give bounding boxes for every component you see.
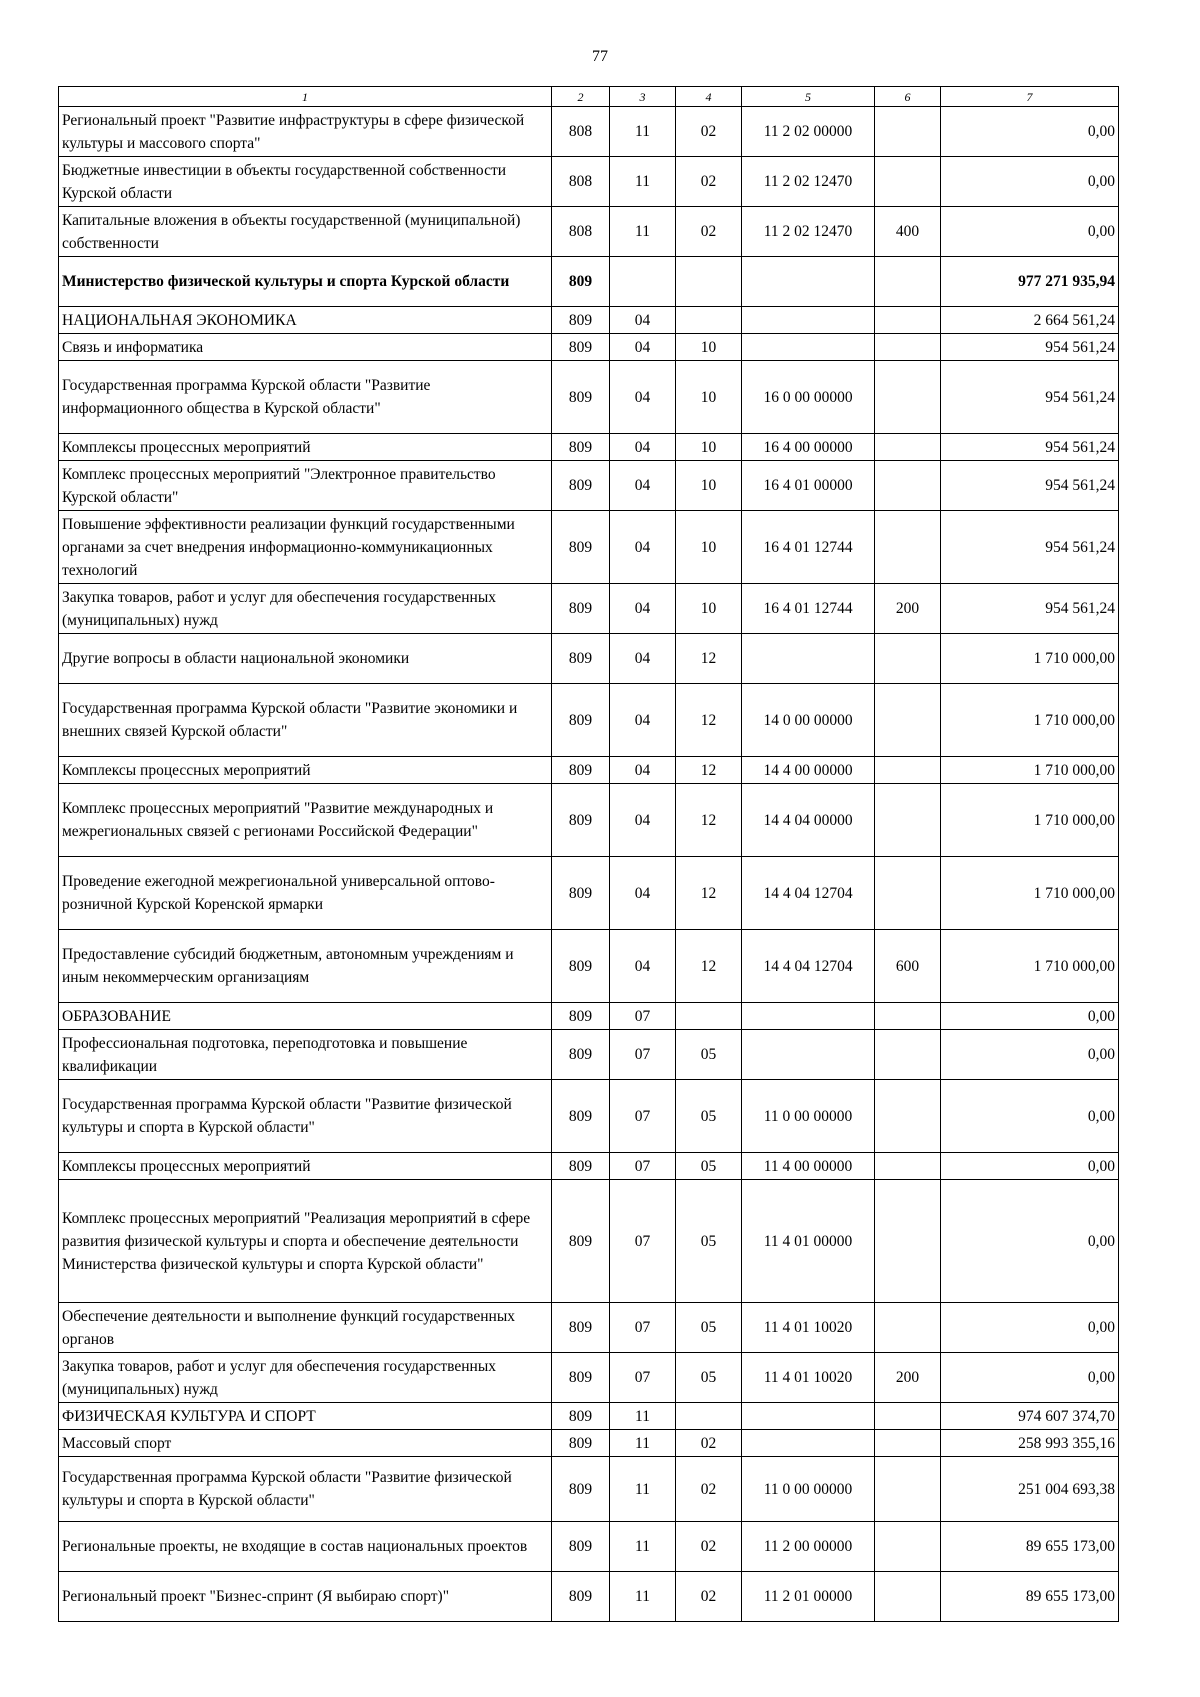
cell-rz: 04 xyxy=(610,434,676,461)
table-row xyxy=(59,207,1119,257)
cell-grbs: 809 xyxy=(552,634,610,684)
table-row xyxy=(59,757,1119,784)
cell-sum: 0,00 xyxy=(941,1303,1119,1353)
cell-rz: 11 xyxy=(610,157,676,207)
cell-rz: 04 xyxy=(610,584,676,634)
cell-rz: 04 xyxy=(610,511,676,584)
cell-rz: 07 xyxy=(610,1180,676,1303)
cell-vr xyxy=(875,334,941,361)
cell-sum: 974 607 374,70 xyxy=(941,1403,1119,1430)
cell-name: Другие вопросы в области национальной экономики xyxy=(59,634,552,684)
cell-rz: 07 xyxy=(610,1153,676,1180)
cell-csr: 16 4 01 00000 xyxy=(742,461,875,511)
cell-name: Государственная программа Курской области "Развитие физической культуры и спорта в Курской области" xyxy=(59,1080,552,1153)
cell-vr xyxy=(875,1030,941,1080)
cell-grbs: 809 xyxy=(552,784,610,857)
cell-sum: 0,00 xyxy=(941,1353,1119,1403)
cell-grbs: 809 xyxy=(552,334,610,361)
cell-csr xyxy=(742,1003,875,1030)
cell-grbs: 808 xyxy=(552,157,610,207)
cell-sum: 954 561,24 xyxy=(941,511,1119,584)
cell-pr: 02 xyxy=(676,207,742,257)
cell-vr xyxy=(875,257,941,307)
cell-vr: 400 xyxy=(875,207,941,257)
cell-pr: 12 xyxy=(676,684,742,757)
cell-pr xyxy=(676,1003,742,1030)
cell-name: Связь и информатика xyxy=(59,334,552,361)
cell-csr: 14 0 00 00000 xyxy=(742,684,875,757)
cell-name: Государственная программа Курской области "Развитие экономики и внешних связей Курской области" xyxy=(59,684,552,757)
table-body xyxy=(59,87,1119,1622)
table-row xyxy=(59,511,1119,584)
table-row xyxy=(59,334,1119,361)
cell-grbs: 809 xyxy=(552,1153,610,1180)
cell-grbs: 809 xyxy=(552,1403,610,1430)
table-row xyxy=(59,1430,1119,1457)
cell-name: Региональные проекты, не входящие в состав национальных проектов xyxy=(59,1522,552,1572)
cell-rz: 11 xyxy=(610,1430,676,1457)
cell-vr xyxy=(875,511,941,584)
cell-vr xyxy=(875,857,941,930)
cell-name: Предоставление субсидий бюджетным, автономным учреждениям и иным некоммерческим организациям xyxy=(59,930,552,1003)
table-row xyxy=(59,1080,1119,1153)
cell-rz: 04 xyxy=(610,361,676,434)
cell-vr xyxy=(875,1403,941,1430)
table-row xyxy=(59,1030,1119,1080)
cell-sum: 977 271 935,94 xyxy=(941,257,1119,307)
cell-name: НАЦИОНАЛЬНАЯ ЭКОНОМИКА xyxy=(59,307,552,334)
cell-vr: 200 xyxy=(875,584,941,634)
cell-vr xyxy=(875,757,941,784)
table-row xyxy=(59,107,1119,157)
table-row xyxy=(59,857,1119,930)
cell-vr xyxy=(875,107,941,157)
cell-grbs: 809 xyxy=(552,684,610,757)
cell-pr: 10 xyxy=(676,334,742,361)
cell-name: Комплекс процессных мероприятий "Электронное правительство Курской области" xyxy=(59,461,552,511)
cell-rz: 07 xyxy=(610,1303,676,1353)
cell-sum: 1 710 000,00 xyxy=(941,634,1119,684)
cell-name: Государственная программа Курской области "Развитие информационного общества в Курской области" xyxy=(59,361,552,434)
cell-name: ФИЗИЧЕСКАЯ КУЛЬТУРА И СПОРТ xyxy=(59,1403,552,1430)
cell-vr xyxy=(875,634,941,684)
cell-csr xyxy=(742,307,875,334)
table-row xyxy=(59,157,1119,207)
cell-csr: 11 2 02 00000 xyxy=(742,107,875,157)
cell-rz: 11 xyxy=(610,1522,676,1572)
cell-name: Комплекс процессных мероприятий "Развитие международных и межрегиональных связей с регионами Российской Федерации" xyxy=(59,784,552,857)
cell-rz: 11 xyxy=(610,107,676,157)
cell-rz: 04 xyxy=(610,334,676,361)
cell-sum: 954 561,24 xyxy=(941,361,1119,434)
header-cell: 3 xyxy=(610,87,676,107)
cell-vr xyxy=(875,1180,941,1303)
cell-grbs: 809 xyxy=(552,930,610,1003)
cell-csr: 16 4 01 12744 xyxy=(742,511,875,584)
cell-csr: 14 4 00 00000 xyxy=(742,757,875,784)
cell-vr xyxy=(875,361,941,434)
cell-sum: 89 655 173,00 xyxy=(941,1572,1119,1622)
cell-sum: 0,00 xyxy=(941,107,1119,157)
cell-pr xyxy=(676,307,742,334)
cell-csr: 11 2 02 12470 xyxy=(742,157,875,207)
table-row xyxy=(59,1003,1119,1030)
cell-vr xyxy=(875,1457,941,1522)
cell-sum: 258 993 355,16 xyxy=(941,1430,1119,1457)
cell-rz: 04 xyxy=(610,930,676,1003)
cell-csr: 11 4 00 00000 xyxy=(742,1153,875,1180)
cell-pr: 05 xyxy=(676,1080,742,1153)
cell-vr xyxy=(875,157,941,207)
page-number: 77 xyxy=(592,48,608,65)
cell-sum: 2 664 561,24 xyxy=(941,307,1119,334)
table-row xyxy=(59,684,1119,757)
cell-grbs: 809 xyxy=(552,1572,610,1622)
table-row xyxy=(59,257,1119,307)
cell-csr: 11 4 01 10020 xyxy=(742,1303,875,1353)
header-row xyxy=(59,87,1119,107)
cell-name: Профессиональная подготовка, переподготовка и повышение квалификации xyxy=(59,1030,552,1080)
cell-name: Региональный проект "Бизнес-спринт (Я выбираю спорт)" xyxy=(59,1572,552,1622)
cell-sum: 1 710 000,00 xyxy=(941,684,1119,757)
cell-pr: 10 xyxy=(676,511,742,584)
cell-grbs: 809 xyxy=(552,361,610,434)
header-cell: 4 xyxy=(676,87,742,107)
cell-sum: 1 710 000,00 xyxy=(941,784,1119,857)
cell-sum: 1 710 000,00 xyxy=(941,857,1119,930)
header-cell: 6 xyxy=(875,87,941,107)
cell-vr xyxy=(875,784,941,857)
cell-grbs: 808 xyxy=(552,107,610,157)
cell-pr: 02 xyxy=(676,157,742,207)
cell-rz: 04 xyxy=(610,461,676,511)
cell-vr xyxy=(875,1080,941,1153)
cell-name: Комплекс процессных мероприятий "Реализация мероприятий в сфере развития физической культуры и спорта и обеспечение деятельности Министерства физической культуры и спорта Курской области" xyxy=(59,1180,552,1303)
cell-grbs: 809 xyxy=(552,1457,610,1522)
cell-grbs: 809 xyxy=(552,1522,610,1572)
cell-sum: 954 561,24 xyxy=(941,434,1119,461)
cell-grbs: 809 xyxy=(552,857,610,930)
cell-name: Министерство физической культуры и спорта Курской области xyxy=(59,257,552,307)
cell-grbs: 809 xyxy=(552,461,610,511)
cell-vr xyxy=(875,1430,941,1457)
cell-name: Закупка товаров, работ и услуг для обеспечения государственных (муниципальных) нужд xyxy=(59,584,552,634)
cell-rz: 07 xyxy=(610,1003,676,1030)
cell-csr: 14 4 04 00000 xyxy=(742,784,875,857)
cell-vr xyxy=(875,1303,941,1353)
table-row xyxy=(59,930,1119,1003)
cell-pr: 05 xyxy=(676,1303,742,1353)
cell-csr: 11 0 00 00000 xyxy=(742,1457,875,1522)
cell-pr: 12 xyxy=(676,757,742,784)
cell-sum: 0,00 xyxy=(941,1153,1119,1180)
cell-name: Региональный проект "Развитие инфраструктуры в сфере физической культуры и массового спорта" xyxy=(59,107,552,157)
cell-pr: 12 xyxy=(676,857,742,930)
cell-name: Повышение эффективности реализации функций государственными органами за счет внедрения информационно-коммуникационных технологий xyxy=(59,511,552,584)
cell-rz: 11 xyxy=(610,1572,676,1622)
cell-pr: 12 xyxy=(676,634,742,684)
cell-name: Обеспечение деятельности и выполнение функций государственных органов xyxy=(59,1303,552,1353)
table-row xyxy=(59,307,1119,334)
cell-grbs: 809 xyxy=(552,1030,610,1080)
cell-vr xyxy=(875,307,941,334)
cell-pr: 10 xyxy=(676,361,742,434)
cell-sum: 89 655 173,00 xyxy=(941,1522,1119,1572)
table-row xyxy=(59,1403,1119,1430)
cell-grbs: 809 xyxy=(552,584,610,634)
cell-csr: 11 0 00 00000 xyxy=(742,1080,875,1153)
cell-sum: 954 561,24 xyxy=(941,334,1119,361)
cell-rz: 04 xyxy=(610,307,676,334)
cell-pr xyxy=(676,257,742,307)
cell-grbs: 808 xyxy=(552,207,610,257)
cell-rz: 11 xyxy=(610,1457,676,1522)
table-row xyxy=(59,361,1119,434)
header-cell: 7 xyxy=(941,87,1119,107)
table-row xyxy=(59,1153,1119,1180)
cell-sum: 1 710 000,00 xyxy=(941,757,1119,784)
cell-grbs: 809 xyxy=(552,1430,610,1457)
cell-grbs: 809 xyxy=(552,1080,610,1153)
cell-sum: 954 561,24 xyxy=(941,461,1119,511)
cell-vr xyxy=(875,1153,941,1180)
cell-vr xyxy=(875,684,941,757)
cell-sum: 0,00 xyxy=(941,1080,1119,1153)
cell-csr xyxy=(742,1430,875,1457)
cell-name: Комплексы процессных мероприятий xyxy=(59,434,552,461)
cell-grbs: 809 xyxy=(552,511,610,584)
cell-name: Капитальные вложения в объекты государственной (муниципальной) собственности xyxy=(59,207,552,257)
cell-grbs: 809 xyxy=(552,257,610,307)
cell-csr: 11 2 00 00000 xyxy=(742,1522,875,1572)
cell-sum: 1 710 000,00 xyxy=(941,930,1119,1003)
cell-grbs: 809 xyxy=(552,1180,610,1303)
table-row xyxy=(59,1522,1119,1572)
cell-rz: 07 xyxy=(610,1080,676,1153)
cell-csr: 11 4 01 10020 xyxy=(742,1353,875,1403)
cell-name: Бюджетные инвестиции в объекты государственной собственности Курской области xyxy=(59,157,552,207)
cell-grbs: 809 xyxy=(552,1303,610,1353)
cell-name: Комплексы процессных мероприятий xyxy=(59,757,552,784)
cell-sum: 0,00 xyxy=(941,157,1119,207)
cell-vr: 200 xyxy=(875,1353,941,1403)
cell-name: Массовый спорт xyxy=(59,1430,552,1457)
cell-name: Закупка товаров, работ и услуг для обеспечения государственных (муниципальных) нужд xyxy=(59,1353,552,1403)
cell-csr xyxy=(742,1403,875,1430)
cell-pr: 02 xyxy=(676,107,742,157)
cell-name: ОБРАЗОВАНИЕ xyxy=(59,1003,552,1030)
table-row xyxy=(59,1303,1119,1353)
cell-csr: 11 4 01 00000 xyxy=(742,1180,875,1303)
cell-sum: 0,00 xyxy=(941,1180,1119,1303)
cell-pr: 02 xyxy=(676,1522,742,1572)
cell-rz: 04 xyxy=(610,857,676,930)
cell-pr: 02 xyxy=(676,1457,742,1522)
header-cell: 5 xyxy=(742,87,875,107)
cell-csr xyxy=(742,1030,875,1080)
cell-rz: 04 xyxy=(610,757,676,784)
cell-csr xyxy=(742,634,875,684)
cell-grbs: 809 xyxy=(552,434,610,461)
cell-csr: 14 4 04 12704 xyxy=(742,930,875,1003)
cell-csr: 11 2 02 12470 xyxy=(742,207,875,257)
cell-pr: 05 xyxy=(676,1353,742,1403)
cell-csr xyxy=(742,257,875,307)
cell-rz: 04 xyxy=(610,634,676,684)
cell-vr xyxy=(875,1522,941,1572)
table-row xyxy=(59,584,1119,634)
cell-rz: 07 xyxy=(610,1353,676,1403)
cell-sum: 0,00 xyxy=(941,207,1119,257)
cell-grbs: 809 xyxy=(552,757,610,784)
table-row xyxy=(59,634,1119,684)
cell-name: Государственная программа Курской области "Развитие физической культуры и спорта в Курской области" xyxy=(59,1457,552,1522)
cell-vr: 600 xyxy=(875,930,941,1003)
cell-rz: 11 xyxy=(610,1403,676,1430)
cell-vr xyxy=(875,1572,941,1622)
table-row xyxy=(59,1572,1119,1622)
cell-vr xyxy=(875,1003,941,1030)
header-cell: 1 xyxy=(59,87,552,107)
cell-rz: 04 xyxy=(610,684,676,757)
cell-rz xyxy=(610,257,676,307)
table-row xyxy=(59,461,1119,511)
budget-table xyxy=(58,86,1119,1622)
table-row xyxy=(59,784,1119,857)
cell-csr: 16 4 01 12744 xyxy=(742,584,875,634)
cell-name: Комплексы процессных мероприятий xyxy=(59,1153,552,1180)
cell-pr: 10 xyxy=(676,434,742,461)
cell-grbs: 809 xyxy=(552,1003,610,1030)
cell-sum: 0,00 xyxy=(941,1030,1119,1080)
cell-vr xyxy=(875,434,941,461)
header-cell: 2 xyxy=(552,87,610,107)
cell-rz: 11 xyxy=(610,207,676,257)
cell-pr: 05 xyxy=(676,1030,742,1080)
cell-csr: 16 4 00 00000 xyxy=(742,434,875,461)
cell-csr: 11 2 01 00000 xyxy=(742,1572,875,1622)
cell-sum: 0,00 xyxy=(941,1003,1119,1030)
cell-sum: 954 561,24 xyxy=(941,584,1119,634)
cell-vr xyxy=(875,461,941,511)
cell-csr: 14 4 04 12704 xyxy=(742,857,875,930)
cell-pr: 05 xyxy=(676,1153,742,1180)
cell-grbs: 809 xyxy=(552,1353,610,1403)
table-row xyxy=(59,1457,1119,1522)
table-row xyxy=(59,1353,1119,1403)
cell-pr: 10 xyxy=(676,461,742,511)
cell-grbs: 809 xyxy=(552,307,610,334)
table-row xyxy=(59,1180,1119,1303)
cell-pr: 12 xyxy=(676,784,742,857)
cell-rz: 07 xyxy=(610,1030,676,1080)
cell-pr: 12 xyxy=(676,930,742,1003)
cell-name: Проведение ежегодной межрегиональной универсальной оптово-розничной Курской Коренской ярмарки xyxy=(59,857,552,930)
cell-pr: 02 xyxy=(676,1430,742,1457)
cell-sum: 251 004 693,38 xyxy=(941,1457,1119,1522)
cell-rz: 04 xyxy=(610,784,676,857)
cell-csr xyxy=(742,334,875,361)
cell-pr: 10 xyxy=(676,584,742,634)
cell-pr: 02 xyxy=(676,1572,742,1622)
cell-pr: 05 xyxy=(676,1180,742,1303)
cell-pr xyxy=(676,1403,742,1430)
cell-csr: 16 0 00 00000 xyxy=(742,361,875,434)
table-row xyxy=(59,434,1119,461)
